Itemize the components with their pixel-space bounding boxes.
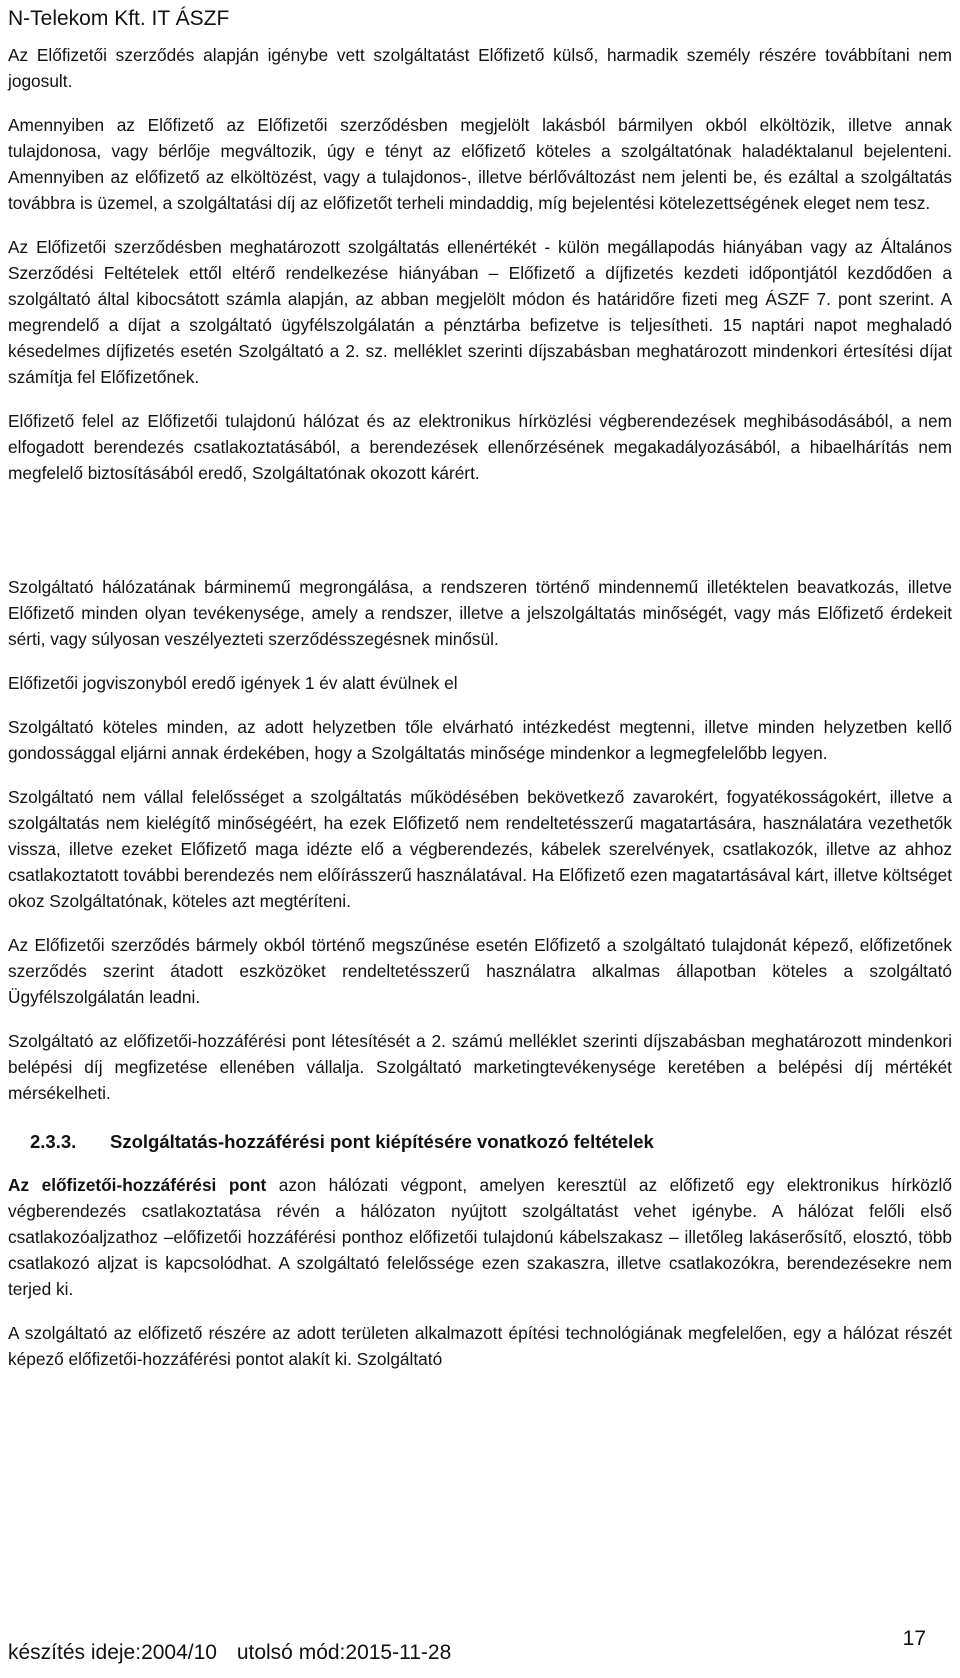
paragraph-access-point-fee: Szolgáltató az előfizetői-hozzáférési pont létesítését a 2. számú melléklet szerinti díjszabásban meghatározott mindenkori belépési díj megfizetése ellenében vállalja. Szolgáltató marketingtevékenysége keretében a belépési díj mértékét mérsékelheti. <box>8 1031 952 1103</box>
paragraph-relocation: Amennyiben az Előfizető az Előfizetői szerződésben megjelölt lakásból bármilyen okból elköltözik, illetve annak tulajdonosa, vagy bérlője megváltozik, úgy e tényt az előfizető köteles a szolgáltatónak haladéktalanul bejelenteni. Amennyiben az előfizető az elköltözést, vagy a tulajdonos-, illetve bérlőváltozást nem jelenti be, és ezáltal a szolgáltatás továbbra is üzemel, a szolgáltatási díj az előfizetőt terheli mindaddig, míg bejelentési kötelezettségének eleget nem tesz. <box>8 115 952 213</box>
footer-modified: utolsó mód:2015-11-28 <box>236 1641 452 1664</box>
paragraph-equipment-return: Az Előfizetői szerződés bármely okból történő megszűnése esetén Előfizető a szolgáltató tulajdonát képező, előfizetőnek szerződés szerint átadott eszközöket rendeltetésszerű használatra alkalmas állapotban köteles a szolgáltató Ügyfélszolgálatán leadni. <box>8 935 952 1007</box>
footer-created: készítés ideje:2004/10 <box>8 1641 217 1664</box>
paragraph-access-point-build: A szolgáltató az előfizető részére az adott területen alkalmazott építési technológiának megfelelően, egy a hálózat részét képező előfizetői-hozzáférési pontot alakít ki. Szolgáltató <box>8 1323 952 1369</box>
paragraph-payment: Az Előfizetői szerződésben meghatározott szolgáltatás ellenértékét - külön megállapodás hiányában vagy az Általános Szerződési Feltételek ettől eltérő rendelkezése hiányában – Előfizető a díjfizetés kezdeti időpontjától kezdődően a szolgáltató által kibocsátott számla alapján, az abban megjelölt módon és határidőre fizeti meg ÁSZF 7. pont szerint. A megrendelő a díjat a szolgáltató ügyfélszolgálatán a pénztárba befizetve is teljesítheti. 15 naptári napot meghaladó késedelmes díjfizetés esetén Szolgáltató a 2. sz. melléklet szerinti díjszabásban meghatározott mindenkori értesítési díjat számítja fel Előfizetőnek. <box>8 237 952 387</box>
paragraph-subscriber-liability: Előfizető felel az Előfizetői tulajdonú hálózat és az elektronikus hírközlési végberendezések meghibásodásából, a nem elfogadott berendezés csatlakoztatásából, a berendezések ellenőrzésének megakadályozásából, a hibaelhárítás nem megfelelő biztosításából eredő, Szolgáltatónak okozott kárért. <box>8 411 952 483</box>
document-header: N-Telekom Kft. IT ÁSZF <box>8 7 230 30</box>
document-body <box>8 42 952 1390</box>
paragraph-access-point-definition <box>8 1172 952 1302</box>
paragraph-network-damage: Szolgáltató hálózatának bárminemű megrongálása, a rendszeren történő mindennemű illetéktelen beavatkozás, illetve Előfizető minden olyan tevékenysége, amely a rendszer, illetve a jelszolgáltatás minőségét, vagy más Előfizető érdekeit sérti, vagy súlyosan veszélyezteti szerződésszegésnek minősül. <box>8 577 952 649</box>
page-number: 17 <box>902 1627 926 1650</box>
paragraph-subscription-transfer: Az Előfizetői szerződés alapján igénybe vett szolgáltatást Előfizető külső, harmadik személy részére továbbítani nem jogosult. <box>8 45 952 91</box>
paragraph-provider-duty: Szolgáltató köteles minden, az adott helyzetben tőle elvárható intézkedést megtenni, illetve minden helyzetben kellő gondossággal eljárni annak érdekében, hogy a Szolgáltatás minősége mindenkor a legmegfelelőbb legyen. <box>8 717 952 763</box>
section-title: Szolgáltatás-hozzáférési pont kiépítésére vonatkozó feltételek <box>110 1131 654 1152</box>
paragraph-provider-no-liability: Szolgáltató nem vállal felelősséget a szolgáltatás működésében bekövetkező zavarokért, fogyatékosságokért, illetve a szolgáltatás nem kielégítő minőségéért, ha ezek Előfizető nem rendeltetésszerű magatartására, használatára vezethetők vissza, illetve ezeket Előfizető maga idézte elő a végberendezés, kábelek szerelvények, csatlakozók, illetve az ahhoz csatlakoztatott további berendezés nem előírásszerű használatával. Ha Előfizető ezen magatartásával kárt, illetve költséget okoz Szolgáltatónak, köteles azt megtéríteni. <box>8 787 952 911</box>
paragraph-limitation: Előfizetői jogviszonyból eredő igények 1 év alatt évülnek el <box>8 673 458 693</box>
term-access-point: Az előfizetői-hozzáférési pont <box>8 1175 267 1195</box>
document-footer <box>8 1627 952 1670</box>
blank-space <box>8 504 952 574</box>
section-number: 2.3.3. <box>30 1131 77 1152</box>
section-heading <box>8 1128 952 1156</box>
definition-text: azon hálózati végpont, amelyen keresztül az előfizető egy elektronikus hírközlő végberendezés csatlakoztatása révén a hálózaton nyújtott szolgáltatást vehet igénybe. A hálózat felőli első csatlakozóaljzathoz –előfizetői hozzáférési ponthoz előfizetői tulajdonú kábelszakasz – illetőleg lakáserősítő, elosztó, több csatlakozó aljzat is kapcsolódhat. A szolgáltató felelőssége ezen szakaszra, illetve csatlakozókra, berendezésekre nem terjed ki. <box>8 1175 952 1299</box>
